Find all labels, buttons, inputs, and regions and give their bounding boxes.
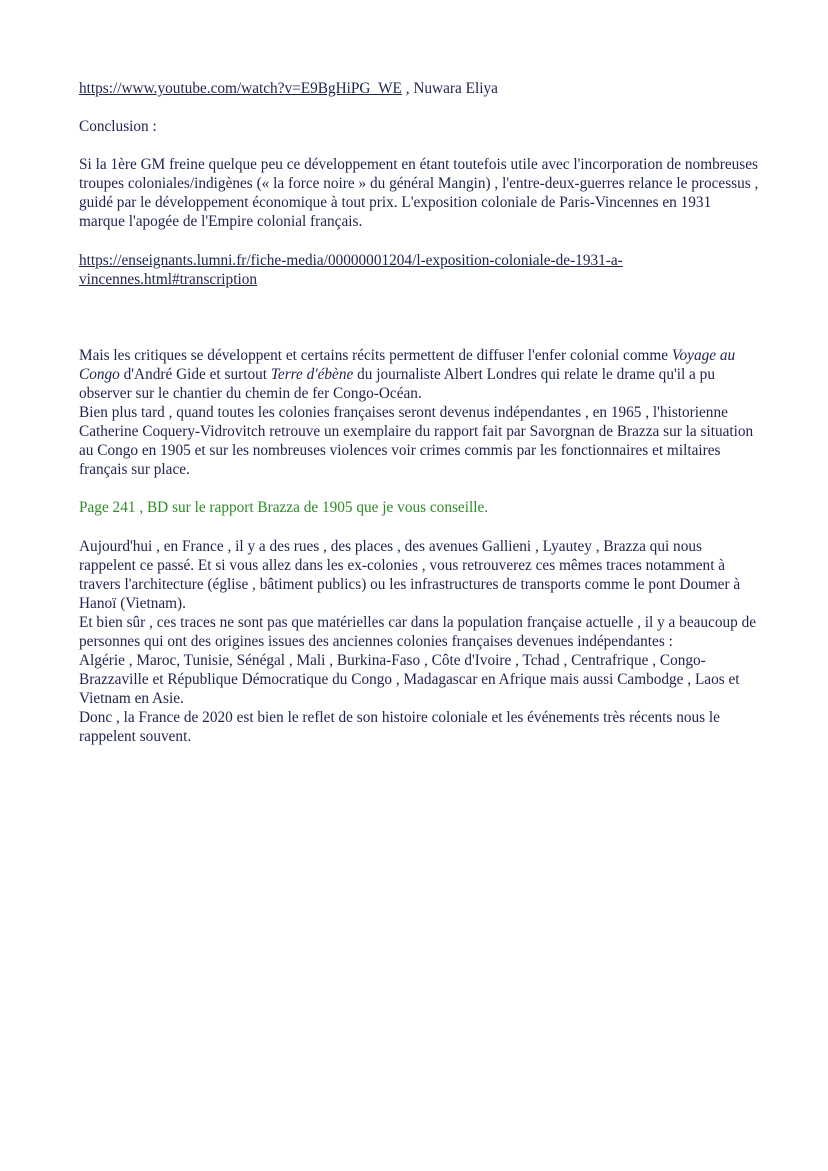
lumni-link-part1: https://enseignants.lumni.fr/fiche-media/00000001204/l-exposition-coloniale-de-1931-a- xyxy=(79,251,623,269)
today-population-paragraph: Et bien sûr , ces traces ne sont pas que matérielles car dans la population française actuelle , il y a beaucoup de personnes qui ont des origines issues des anciennes colonies françaises devenues indépendantes : xyxy=(79,613,757,650)
youtube-link[interactable]: https://www.youtube.com/watch?v=E9BgHiPG_WE xyxy=(79,80,402,97)
today-streets-paragraph: Aujourd'hui , en France , il y a des rues , des places , des avenues Gallieni , Lyautey , Brazza qui nous rappelent ce passé. Et si vous allez dans les ex-colonies , vous retrouverez ces mêmes traces notamment à travers l'architecture (église , bâtiment publics) ou les infrastructures de transports comme le pont Doumer à Hanoï (Vietnam). xyxy=(79,537,741,612)
youtube-link-line xyxy=(79,79,759,98)
document-page xyxy=(79,79,759,747)
book-title-terre-d-ebene: Terre d'ébène xyxy=(270,365,354,383)
lumni-link[interactable] xyxy=(79,252,623,288)
youtube-link-caption: , Nuwara Eliya xyxy=(401,80,498,97)
conclusion-heading: Conclusion : xyxy=(79,118,157,136)
critiques-paragraph xyxy=(79,346,759,403)
final-conclusion-paragraph: Donc , la France de 2020 est bien le reflet de son histoire coloniale et les événements très récents nous le rappelent souvent. xyxy=(79,709,720,746)
brazza-report-paragraph: Bien plus tard , quand toutes les colonies françaises seront devenus indépendantes , en 1965 , l'historienne Catherine Coquery-Vidrovitch retrouve un exemplaire du rapport fait par Savorgnan de Brazza sur la situation au Congo en 1905 et sur les nombreuses violences voir crimes commis par les fonctionnaires et miltaires français sur place. xyxy=(79,404,754,479)
lumni-link-part2: vincennes.html#transcription xyxy=(79,270,257,288)
book-title-voyage-au-congo: Voyage au Congo xyxy=(79,346,736,383)
critiques-text-3: du journaliste Albert Londres qui relate le drame qu'il a pu observer sur le chantier du chemin de fer Congo-Océan. xyxy=(79,365,715,402)
page-reference-note: Page 241 , BD sur le rapport Brazza de 1905 que je vous conseille. xyxy=(79,499,489,517)
critiques-text-1: Mais les critiques se développent et certains récits permettent de diffuser l'enfer colonial comme xyxy=(79,346,672,364)
conclusion-paragraph: Si la 1ère GM freine quelque peu ce développement en étant toutefois utile avec l'incorporation de nombreuses troupes coloniales/indigènes (« la force noire » du général Mangin) , l'entre-deux-guerres relance le processus , guidé par le développement économique à tout prix. L'exposition coloniale de Paris-Vincennes en 1931 marque l'apogée de l'Empire colonial français. xyxy=(79,156,759,231)
countries-list-paragraph: Algérie , Maroc, Tunisie, Sénégal , Mali , Burkina-Faso , Côte d'Ivoire , Tchad , Centrafrique , Congo-Brazzaville et République Démocratique du Congo , Madagascar en Afrique mais aussi Cambodge , Laos et Vietnam en Asie. xyxy=(79,652,740,708)
critiques-text-2: d'André Gide et surtout xyxy=(119,365,271,383)
lumni-link-line xyxy=(79,251,759,289)
